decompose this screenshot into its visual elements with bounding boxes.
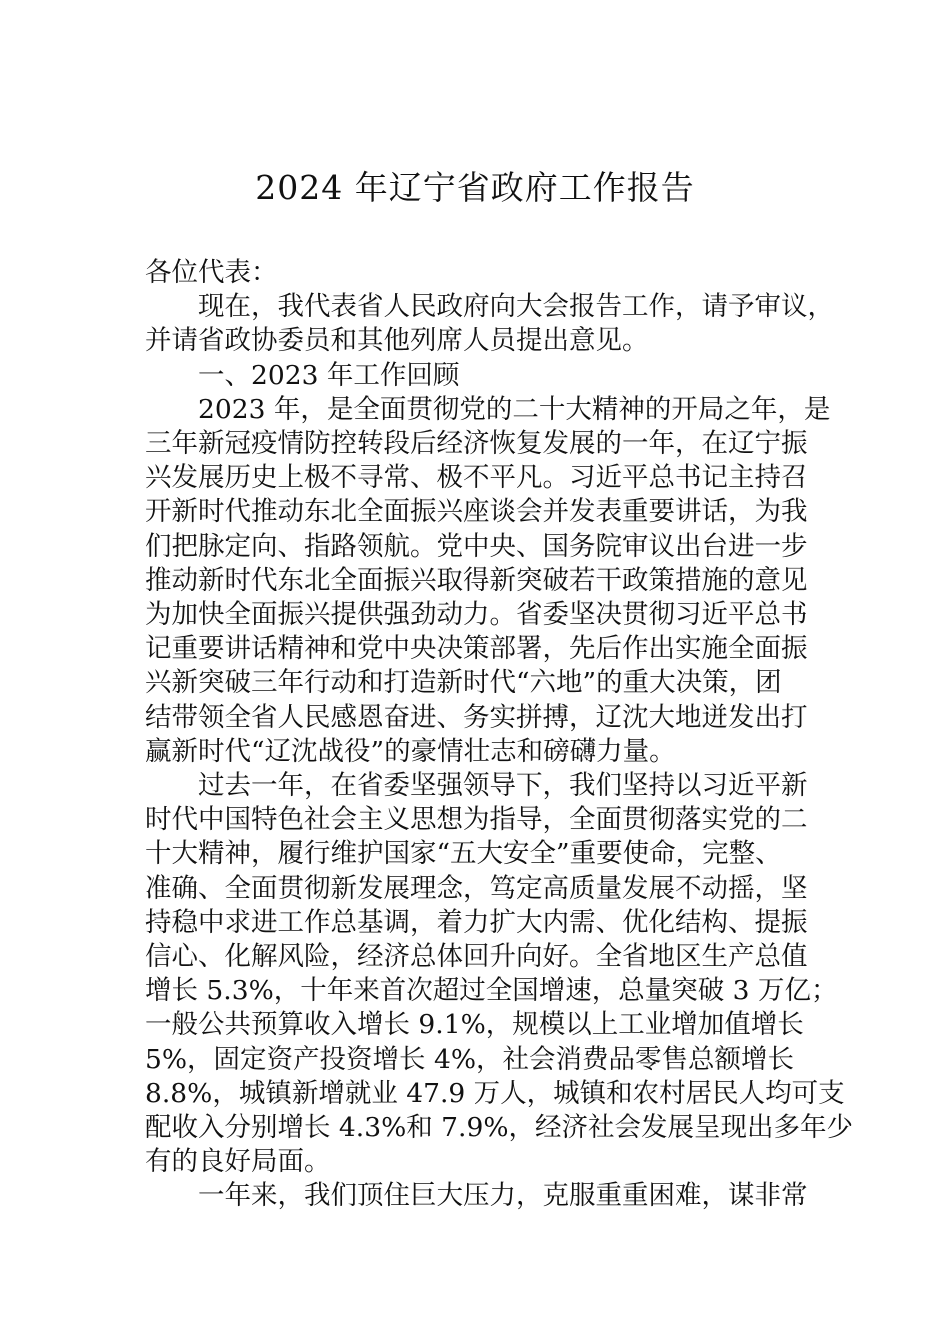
paragraph-line: 现在，我代表省人民政府向大会报告工作，请予审议， xyxy=(198,291,834,323)
section-heading: 一、2023 年工作回顾 xyxy=(198,359,460,391)
paragraph-line: 8.8%，城镇新增就业 47.9 万人，城镇和农村居民人均可支 xyxy=(145,1077,845,1109)
paragraph-line: 们把脉定向、指路领航。党中央、国务院审议出台进一步 xyxy=(145,530,808,562)
paragraph-line: 推动新时代东北全面振兴取得新突破若干政策措施的意见 xyxy=(145,564,808,596)
paragraph-line: 兴新突破三年行动和打造新时代“六地”的重大决策，团 xyxy=(145,667,782,699)
paragraph-line: 记重要讲话精神和党中央决策部署，先后作出实施全面振 xyxy=(145,633,808,665)
paragraph-line: 持稳中求进工作总基调，着力扩大内需、优化结构、提振 xyxy=(145,906,808,938)
document-title: 2024 年辽宁省政府工作报告 xyxy=(255,168,695,207)
paragraph-line: 信心、化解风险，经济总体回升向好。全省地区生产总值 xyxy=(145,941,808,973)
paragraph-line: 增长 5.3%，十年来首次超过全国增速，总量突破 3 万亿； xyxy=(145,975,838,1007)
document-body xyxy=(145,256,853,1214)
paragraph-line: 准确、全面贯彻新发展理念，笃定高质量发展不动摇，坚 xyxy=(145,872,808,904)
paragraph-line: 三年新冠疫情防控转段后经济恢复发展的一年，在辽宁振 xyxy=(145,428,808,460)
paragraph-line: 结带领全省人民感恩奋进、务实拼搏，辽沈大地迸发出打 xyxy=(145,701,808,733)
paragraph-line: 过去一年，在省委坚强领导下，我们坚持以习近平新 xyxy=(198,770,808,802)
paragraph-line: 十大精神，履行维护国家“五大安全”重要使命，完整、 xyxy=(145,838,782,870)
paragraph-line: 兴发展历史上极不寻常、极不平凡。习近平总书记主持召 xyxy=(145,462,808,494)
paragraph-line: 开新时代推动东北全面振兴座谈会并发表重要讲话，为我 xyxy=(145,496,808,528)
paragraph-line: 并请省政协委员和其他列席人员提出意见。 xyxy=(145,325,649,357)
paragraph-line: 为加快全面振兴提供强劲动力。省委坚决贯彻习近平总书 xyxy=(145,599,808,631)
paragraph-line: 配收入分别增长 4.3%和 7.9%，经济社会发展呈现出多年少 xyxy=(145,1112,853,1144)
salutation: 各位代表： xyxy=(145,257,278,288)
paragraph-line: 一年来，我们顶住巨大压力，克服重重困难，谋非常 xyxy=(198,1180,808,1212)
paragraph-line: 一般公共预算收入增长 9.1%，规模以上工业增加值增长 xyxy=(145,1009,804,1041)
paragraph-line: 5%，固定资产投资增长 4%，社会消费品零售总额增长 xyxy=(145,1043,795,1075)
paragraph-line: 2023 年，是全面贯彻党的二十大精神的开局之年，是 xyxy=(198,393,831,425)
paragraph-line: 赢新时代“辽沈战役”的豪情壮志和磅礴力量。 xyxy=(145,735,676,767)
paragraph-line: 有的良好局面。 xyxy=(145,1146,331,1178)
paragraph-line: 时代中国特色社会主义思想为指导，全面贯彻落实党的二 xyxy=(145,804,808,836)
